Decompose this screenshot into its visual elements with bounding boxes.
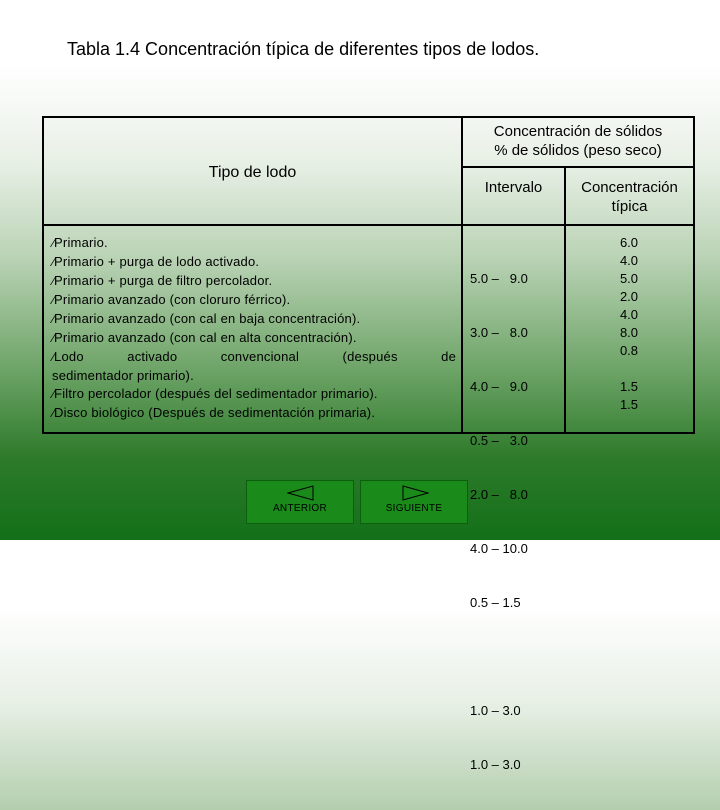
tipica-value: 5.0 [619,271,639,286]
siguiente-button[interactable] [360,480,468,524]
list-item: ⁄Filtro percolador (después del sedimentador primario). [52,386,378,401]
header-intervalo: Intervalo [484,179,543,196]
header-tipo-de-lodo: Tipo de lodo [208,164,297,181]
bullet-icon: ⁄ [52,351,55,364]
list-item: ⁄Primario + purga de filtro percolador. [52,273,273,288]
tipica-column [604,234,654,414]
bullet-icon: ⁄ [52,237,55,250]
intervalo-value: 3.0 – 8.0 [470,325,528,340]
arrow-right-icon [401,485,429,501]
bullet-icon: ⁄ [52,256,55,269]
bullet-icon: ⁄ [52,313,55,326]
siguiente-label: SIGUIENTE [385,503,443,514]
tipo-lodo-list [52,234,456,423]
list-item: ⁄Primario avanzado (con cal en baja concentración). [52,311,361,326]
bullet-icon: ⁄ [52,388,55,401]
list-item: ⁄Primario. [52,235,108,250]
table-divider-conc-header [461,166,693,168]
intervalo-value: 1.0 – 3.0 [470,703,521,718]
intervalo-value: 0.5 – 3.0 [470,433,528,448]
intervalo-column [470,234,550,810]
header-concentracion-tipica [566,178,693,216]
header-conc-line1: Concentración de sólidos [493,123,663,140]
list-item: ⁄Lodo activado convencional (después de [52,349,456,364]
intervalo-value: 4.0 – 9.0 [470,379,528,394]
tipica-value: 2.0 [619,289,639,304]
list-item-continuation: sedimentador primario). [52,368,194,383]
tipica-value: 1.5 [619,379,639,394]
bullet-icon: ⁄ [52,275,55,288]
list-item: ⁄Primario avanzado (con cloruro férrico). [52,292,291,307]
header-tipica-line2: típica [611,198,648,215]
intervalo-value: 5.0 – 9.0 [470,271,528,286]
page-title: Tabla 1.4 Concentración típica de diferentes tipos de lodos. [67,39,540,59]
anterior-button[interactable] [246,480,354,524]
tipica-value: 4.0 [619,253,639,268]
intervalo-value: 0.5 – 1.5 [470,595,521,610]
tipica-value: 1.5 [619,397,639,412]
tipica-value: 0.8 [619,343,639,358]
anterior-label: ANTERIOR [272,503,328,514]
bullet-icon: ⁄ [52,332,55,345]
tipica-value: 8.0 [619,325,639,340]
intervalo-value: 4.0 – 10.0 [470,541,528,556]
tipica-value: 4.0 [619,307,639,322]
intervalo-value: 2.0 – 8.0 [470,487,528,502]
arrow-left-icon [287,485,315,501]
list-item: ⁄Primario + purga de lodo activado. [52,254,260,269]
tipica-value: 6.0 [619,235,639,250]
header-tipica-line1: Concentración [581,179,678,196]
intervalo-value: 1.0 – 3.0 [470,757,521,772]
bullet-icon: ⁄ [52,294,55,307]
list-item: ⁄Primario avanzado (con cal en alta concentración). [52,330,357,345]
table-divider-headers [44,224,693,226]
header-conc-line2: % de sólidos (peso seco) [494,142,662,159]
header-concentracion-solidos [463,122,693,160]
list-item: ⁄Disco biológico (Después de sedimentación primaria). [52,405,376,420]
bullet-icon: ⁄ [52,407,55,420]
